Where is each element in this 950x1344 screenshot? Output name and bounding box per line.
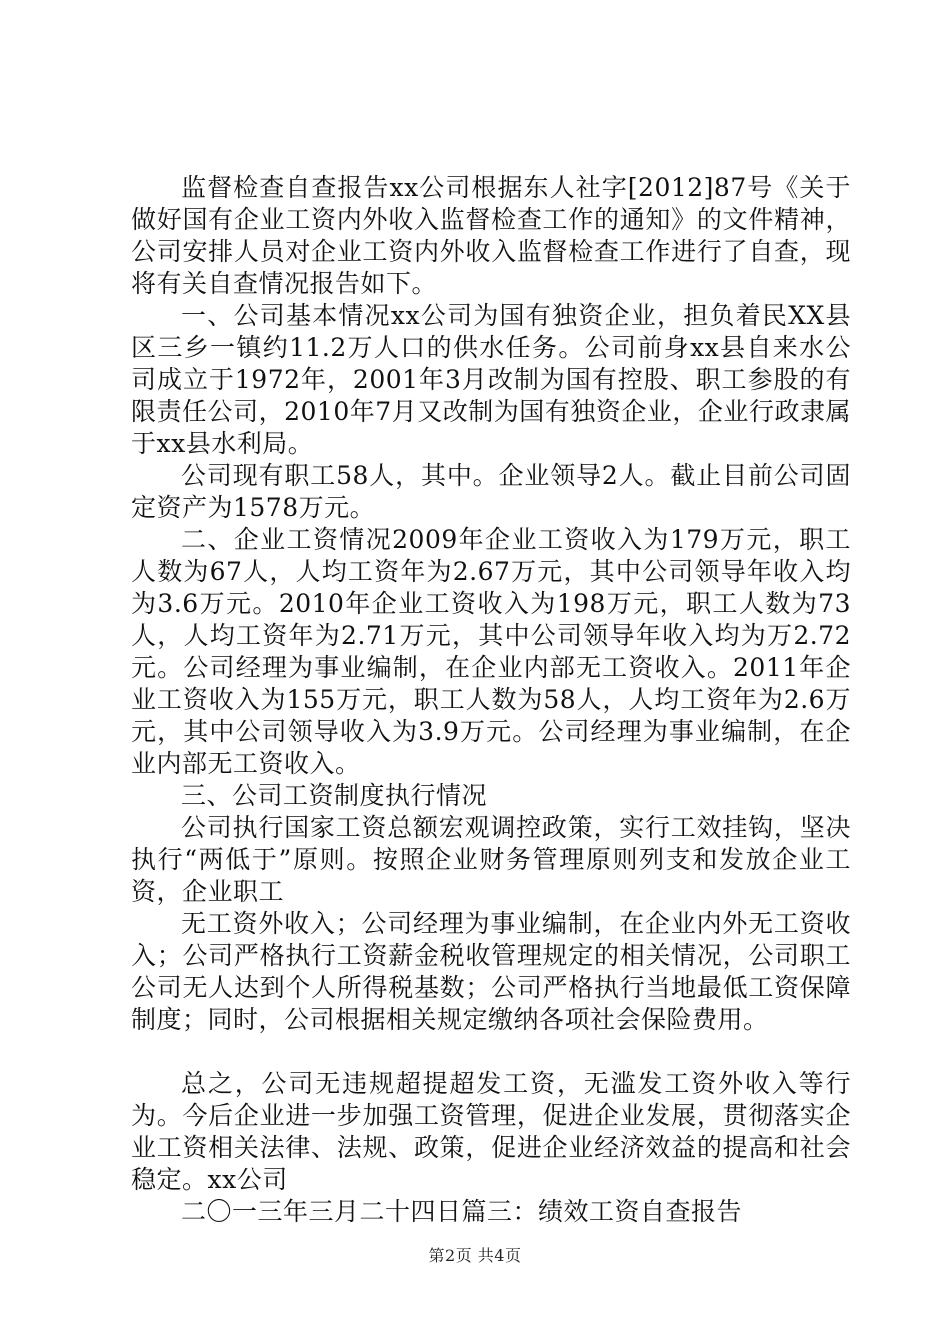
paragraph-conclusion: 总之，公司无违规超提超发工资，无滥发工资外收入等行为。今后企业进一步加强工资管理，促进企业发展，贯彻落实企业工资相关法律、法规、政策，促进企业经济效益的提高和社会稳定。xx公司: [131, 1069, 851, 1194]
paragraph-income: 无工资外收入；公司经理为事业编制，在企业内外无工资收入；公司严格执行工资薪金税收管理规定的相关情况，公司职工公司无人达到个人所得税基数；公司严格执行当地最低工资保障制度；同时，公司根据相关规定缴纳各项社会保险费用。: [131, 909, 851, 1034]
paragraph-policy: 公司执行国家工资总额宏观调控政策，实行工效挂钩，坚决执行“两低于”原则。按照企业财务管理原则列支和发放企业工资，企业职工: [131, 813, 851, 906]
document-body: [131, 172, 851, 1228]
paragraph-section-two: 二、企业工资情况2009年企业工资收入为179万元，职工人数为67人，人均工资年为2.67万元，其中公司领导年收入均为3.6万元。2010年企业工资收入为198万元，职工人数为73人，人均工资年为2.71万元，其中公司领导年收入均为万2.72元。公司经理为事业编制，在企业内部无工资收入。2011年企业工资收入为155万元，职工人数为58人，人均工资年为2.6万元，其中公司领导收入为3.9万元。公司经理为事业编制，在企业内部无工资收入。: [131, 525, 851, 778]
page-number-footer: 第2页 共4页: [428, 1246, 522, 1265]
paragraph-section-three-heading: 三、公司工资制度执行情况: [181, 781, 488, 810]
paragraph-intro: 监督检查自查报告xx公司根据东人社字[2012]87号《关于做好国有企业工资内外收入监督检查工作的通知》的文件精神，公司安排人员对企业工资内外收入监督检查工作进行了自查，现将有关自查情况报告如下。: [131, 173, 851, 298]
paragraph-section-one: 一、公司基本情况xx公司为国有独资企业，担负着民XX县区三乡一镇约11.2万人口的供水任务。公司前身xx县自来水公司成立于1972年，2001年3月改制为国有控股、职工参股的有限责任公司，2010年7月又改制为国有独资企业，企业行政隶属于xx县水利局。: [131, 301, 851, 458]
paragraph-date: 二〇一三年三月二十四日篇三：绩效工资自查报告: [181, 1197, 743, 1226]
paragraph-staff: 公司现有职工58人，其中。企业领导2人。截止目前公司固定资产为1578万元。: [131, 461, 851, 522]
